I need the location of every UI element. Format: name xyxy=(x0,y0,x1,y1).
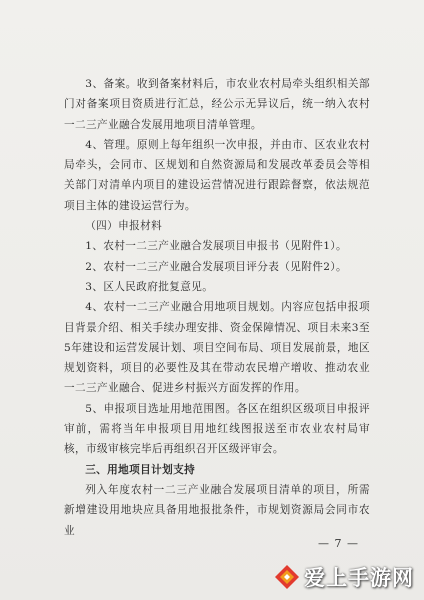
page-number: — 7 — xyxy=(318,537,359,550)
paragraph-filing: 3、备案。收到备案材料后，市农业农村局牵头组织相关部门对备案项目资质进行汇总，经公示无异议后，统一纳入农村一二三产业融合发展用地项目清单管理。 xyxy=(64,78,370,131)
list-item-application-form: 1、农村一二三产业融合发展项目申报书（见附件1）。 xyxy=(85,240,348,253)
diamond-logo-icon xyxy=(274,564,300,590)
section-heading-materials: （四）申报材料 xyxy=(85,220,163,233)
list-item-score-sheet: 2、农村一二三产业融合发展项目评分表（见附件2）。 xyxy=(85,260,348,273)
paragraph-plan-support: 列入年度农村一二三产业融合发展项目清单的项目，所需新增建设用地块应具备用地报批条件，市规划资源局会同市农业 xyxy=(64,483,370,537)
watermark-text: 爱上手游网 xyxy=(304,566,414,590)
paragraph-management: 4、管理。原则上每年组织一次申报，并由市、区农业农村局牵头，会同市、区规划和自然资源局和发展改革委员会等相关部门对清单内项目的建设运营情况进行跟踪督察，依法规范项目主体的建设运营行为。 xyxy=(64,138,370,212)
list-item-district-approval: 3、区人民政府批复意见。 xyxy=(85,280,214,293)
section-heading-plan-support: 三、用地项目计划支持 xyxy=(85,463,196,476)
list-item-site-map: 5、申报项目选址用地范围图。各区在组织区级项目申报评审前，需将当年申报项目用地红线图报送至市农业农村局审核，市级审核完毕后再组织召开区级评审会。 xyxy=(64,402,370,456)
document-body xyxy=(64,74,370,541)
list-item-land-plan: 4、农村一二三产业融合用地项目规划。内容应包括申报项目背景介绍、相关手续办理安排、资金保障情况、项目未来3至5年建设和运营发展计划、项目空间布局、项目发展前景，地区规划资料，项目的必要性及其在带动农民增产增收、推动农业一二三产业融合、促进乡村振兴方面发挥的作用。 xyxy=(64,301,370,395)
watermark xyxy=(274,562,414,592)
